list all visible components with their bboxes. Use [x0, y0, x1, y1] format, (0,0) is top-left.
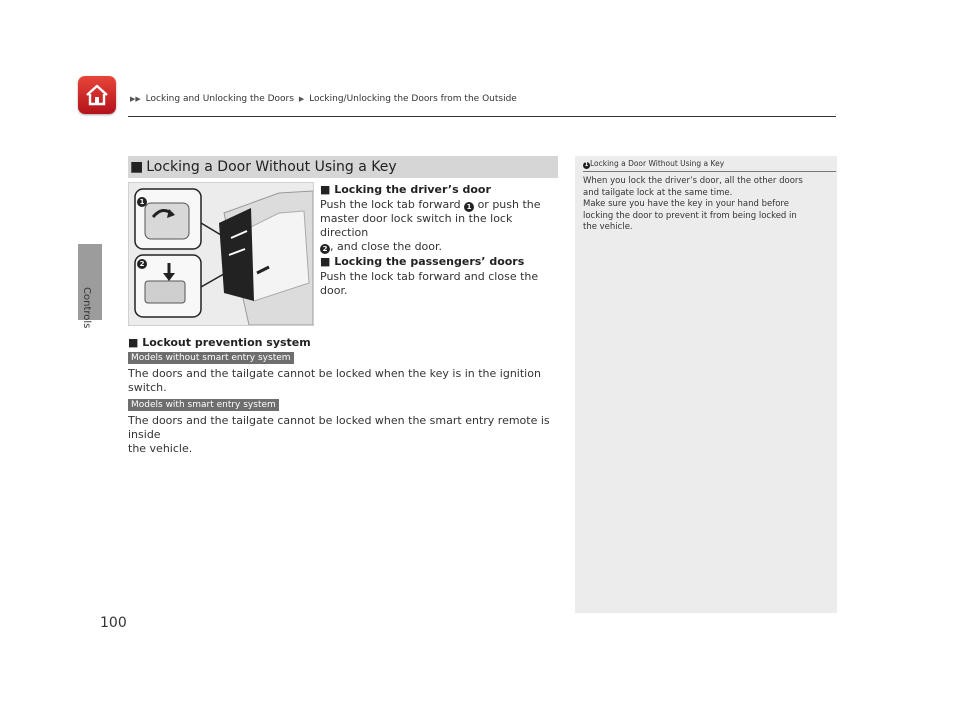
header-divider [128, 116, 836, 117]
chevron-right-icon: ▶▶ [130, 95, 141, 103]
marker-1-inline: 1 [464, 202, 474, 212]
passengers-doors-text: Push the lock tab forward and close the door. [320, 270, 539, 297]
drivers-door-heading: ■ Locking the driver’s door [320, 183, 491, 196]
drivers-door-text: Push the lock tab forward 1 or push the master door lock switch in the lock direction 2 , and close the door. [320, 198, 541, 253]
home-icon [84, 82, 110, 108]
chapter-label: Controls [81, 287, 92, 329]
passengers-doors-heading: ■ Locking the passengers’ doors [320, 255, 525, 268]
model-label-with-smart-entry: Models with smart entry system [128, 399, 279, 411]
breadcrumb-item-from-outside[interactable]: Locking/Unlocking the Doors from the Outside [309, 94, 517, 104]
breadcrumb-item-locking-unlocking[interactable]: Locking and Unlocking the Doors [145, 94, 294, 104]
home-button[interactable] [78, 76, 116, 114]
lockout-heading: ■ Lockout prevention system [128, 336, 311, 349]
square-bullet-icon: ■ [128, 336, 143, 349]
note-marker-icon: 1 [584, 162, 589, 168]
note-body: When you lock the driver’s door, all the other doors and tailgate lock at the same time. Make sure you have the key in your hand before locking the door to prevent it from being locked in the vehicle. [583, 176, 803, 232]
note-divider [583, 171, 836, 172]
lockout-text-with: The doors and the tailgate cannot be locked when the smart entry remote is inside the vehicle. [128, 414, 550, 455]
square-bullet-icon: ■ [320, 183, 335, 196]
breadcrumb [128, 94, 517, 104]
marker-2: 2 [137, 259, 147, 269]
page-number: 100 [100, 615, 127, 631]
marker-2-inline: 2 [320, 244, 330, 254]
marker-1: 1 [137, 197, 147, 207]
square-bullet-icon: ■ [130, 159, 144, 175]
lockout-text-without: The doors and the tailgate cannot be locked when the key is in the ignition switch. [128, 367, 541, 394]
square-bullet-icon: ■ [320, 255, 335, 268]
note-title: 1 Locking a Door Without Using a Key [584, 159, 725, 168]
section-heading: ■ Locking a Door Without Using a Key [128, 156, 558, 178]
chevron-right-icon: ▶ [298, 95, 305, 103]
model-label-without-smart-entry: Models without smart entry system [128, 352, 294, 364]
door-lock-illustration [128, 182, 314, 326]
